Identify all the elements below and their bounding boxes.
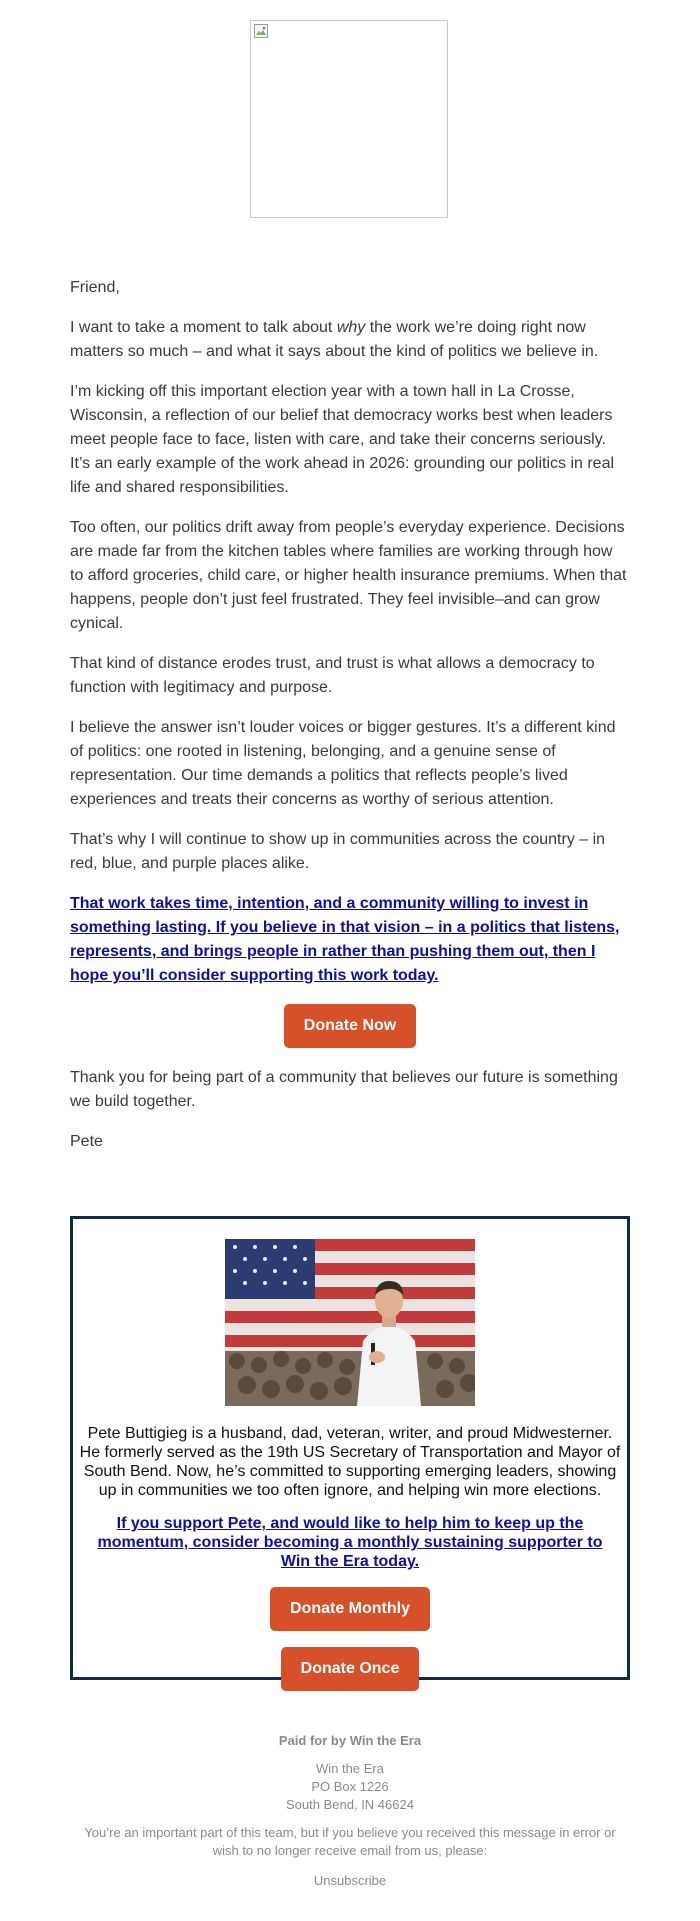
- signature: Pete: [70, 1133, 103, 1150]
- greeting: Friend,: [70, 279, 120, 296]
- mailing-address: [70, 1760, 630, 1814]
- support-link[interactable]: That work takes time, intention, and a community willing to invest in something lasting. If you believe in that vision – in a politics that listens, represents, and brings people in rather than pushing them out, then I hope you’ll consider supporting this work today.: [70, 895, 620, 984]
- donate-now-wrap: [70, 1004, 630, 1048]
- closing-paragraph: Thank you for being part of a community that believes our future is something we build together.: [70, 1069, 618, 1110]
- paragraph-answer: I believe the answer isn’t louder voices or bigger gestures. It’s a different kind of politics: one rooted in listening, belonging, and a genuine sense of representation. Our time demands a politics that reflects people’s lived experiences and treats their concerns as worthy of serious attention.: [70, 719, 616, 808]
- donate-now-button[interactable]: Donate Now: [284, 1004, 416, 1048]
- donate-monthly-button[interactable]: Donate Monthly: [270, 1587, 430, 1631]
- paragraph-why: I want to take a moment to talk about why the work we’re doing right now matters so much – and what it says about the kind of politics we believe in.: [70, 319, 599, 360]
- paragraph-show-up: That’s why I will continue to show up in communities across the country – in red, blue, and purple places alike.: [70, 831, 606, 872]
- emphasis-why: why: [336, 319, 366, 336]
- monthly-supporter-link[interactable]: If you support Pete, and would like to help him to keep up the momentum, consider becoming a monthly sustaining supporter to Win the Era today.: [97, 1515, 603, 1570]
- donate-once-button[interactable]: Donate Once: [281, 1647, 420, 1691]
- cta-paragraph: [70, 892, 630, 988]
- bio-box: [70, 1216, 630, 1680]
- unsubscribe-link[interactable]: Unsubscribe: [313, 1873, 387, 1888]
- letter-body: [70, 276, 630, 1170]
- address-line-3: South Bend, IN 46624: [286, 1797, 414, 1812]
- donate-once-wrap: [73, 1647, 627, 1691]
- address-line-2: PO Box 1226: [311, 1779, 389, 1794]
- unsubscribe-note: You’re an important part of this team, but if you believe you received this message in error or wish to no longer receive email from us, please:: [84, 1825, 616, 1858]
- address-line-1: Win the Era: [316, 1761, 384, 1776]
- paragraph-town-hall: I’m kicking off this important election year with a town hall in La Crosse, Wisconsin, a reflection of our belief that democracy works best when leaders meet people face to face, listen with care, and take their concerns seriously. It’s an early example of the work ahead in 2026: grounding our politics in real life and shared responsibilities.: [70, 383, 615, 496]
- footer: [70, 1732, 630, 1890]
- donate-monthly-wrap: [73, 1587, 627, 1631]
- broken-image-icon: [254, 24, 268, 38]
- paragraph-politics-drift: Too often, our politics drift away from people’s everyday experience. Decisions are made far from the kitchen tables where families are working through how to afford groceries, child care, or higher health insurance premiums. When that happens, people don’t just feel frustrated. They feel invisible–and can grow cynical.: [70, 519, 627, 632]
- pete-buttigieg-photo: [225, 1239, 475, 1406]
- header-logo-image: [250, 20, 448, 218]
- bio-text: Pete Buttigieg is a husband, dad, veteran, writer, and proud Midwesterner. He formerly served as the 19th US Secretary of Transportation and Mayor of South Bend. Now, he’s committed to supporting emerging leaders, showing up in communities we too often ignore, and helping win more elections.: [79, 1425, 621, 1499]
- paragraph-trust: That kind of distance erodes trust, and trust is what allows a democracy to function with legitimacy and purpose.: [70, 655, 595, 696]
- paid-for-disclaimer: Paid for by Win the Era: [278, 1733, 422, 1748]
